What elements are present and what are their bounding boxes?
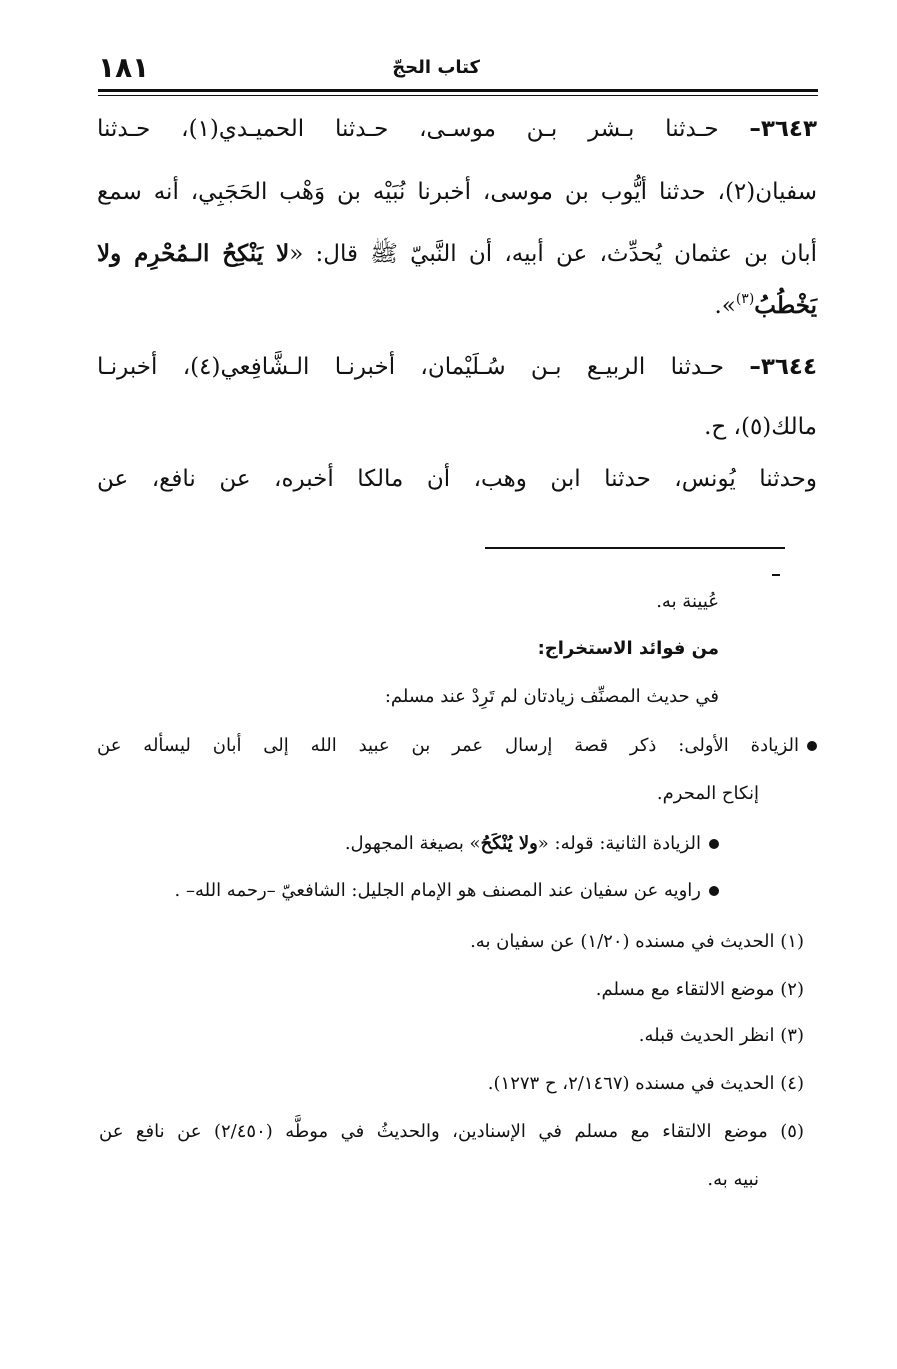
footnote-5-cont: نبيه به. [707,1169,759,1190]
note-text: راويه عن سفيان عند المصنف هو الإمام الجليل: الشافعيّ –رحمه الله– . [174,880,701,901]
hadith-3643-line-2: سفيان(٢)، حدثنا أيُّوب بن موسى، أخبرنا نُبَيْه بن وَهْب الحَجَبِي، أنه سمع [97,179,817,205]
footnote-3: (٣) انظر الحديث قبله. [638,1025,804,1046]
footnote-separator [485,547,785,549]
footnote-1: (١) الحديث في مسنده (١/٢٠) عن سفيان به. [470,931,804,952]
footnote-4: (٤) الحديث في مسنده (٢/١٤٦٧، ح ١٢٧٣). [487,1073,804,1094]
bullet-icon [807,741,817,751]
bullet-icon [709,839,719,849]
hadith-text: حـدثنا بـشر بـن موسـى، حـدثنا الحميـدي(١)، حـدثنا [97,116,719,142]
hadith-3643-line-1 [97,108,817,150]
note-item-1 [97,729,817,763]
footnote-ref: (٣) [735,291,755,307]
carry-mark [772,574,780,576]
hadith-3644-line-3: وحدثنا يُونس، حدثنا ابن وهب، أن مالكا أخبره، عن نافع، عن [97,466,817,492]
note-carry: عُيينة به. [656,591,719,612]
hadith-text: حـدثنا الربيـع بـن سُـلَيْمان، أخبرنـا الـشَّافِعي(٤)، أخبرنـا [97,354,725,380]
notes-heading: من فوائد الاستخراج: [537,638,719,659]
note-item-1-cont: إنكاح المحرم. [656,783,759,804]
header-rule-thin [98,95,818,96]
note-item-2 [345,827,719,861]
hadith-matn-bold: يَخْطُبُ [754,292,817,319]
footnote-2: (٢) موضع الالتقاء مع مسلم. [595,979,804,1000]
header-rule-thick [98,89,818,92]
footnote-5: (٥) موضع الالتقاء مع مسلم في الإسنادين، والحديثُ في موطَّه (٢/٤٥٠) عن نافع عن [99,1121,804,1142]
page-number: ١٨١ [98,51,150,84]
hadith-3643-line-4 [97,285,817,330]
note-item-3 [175,874,719,908]
hadith-3644-line-1 [97,346,817,388]
note-text: الزيادة الأولى: ذكر قصة إرسال عمر بن عبيد الله إلى أبان ليسأله عن [97,735,799,756]
page-header [98,51,818,88]
hadith-3644-line-2: مالك(٥)، ح. [704,414,817,440]
hadith-text: أبان بن عثمان يُحدِّث، عن أبيه، أن النَّبيّ ﷺ قال: « [289,241,817,267]
note-text: الزيادة الثانية: قوله: « [537,833,701,854]
hadith-text: ». [714,293,736,319]
running-title: كتاب الحجّ [392,57,480,78]
note-bold: ولا يُنْكَحُ [480,833,538,854]
hadith-3643-line-3 [97,233,817,275]
hadith-number: ٣٦٤٣– [749,116,818,142]
bullet-icon [709,886,719,896]
hadith-number: ٣٦٤٤– [749,354,817,380]
hadith-matn-bold: لا يَنْكِحُ الـمُحْرِم ولا [97,240,290,267]
note-text: » بصيغة المجهول. [344,833,481,854]
notes-intro: في حديث المصنِّف زيادتان لم تَرِدْ عند مسلم: [384,686,719,707]
